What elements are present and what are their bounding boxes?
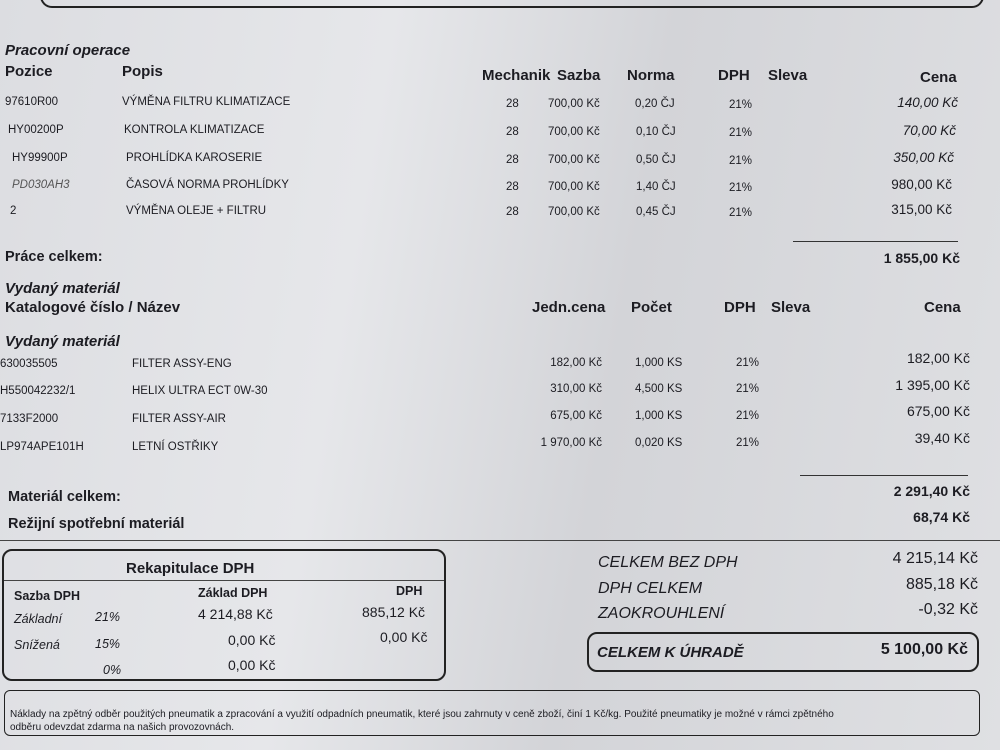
work-rate: 700,00 Kč	[548, 98, 600, 110]
material-unit-price: 310,00 Kč	[550, 383, 602, 395]
material-price: 39,40 Kč	[914, 430, 970, 446]
vat-amount: 0,00 Kč	[380, 629, 428, 645]
footer-note-line-1: Náklady na zpětný odběr použitých pneumatik a zpracování a využití odpadních pneumatik, které jsou zahrnuty v ceně zboží, činí 1 Kč/kg. Použité pneumatiky je možné v rámci zpětného	[10, 709, 834, 720]
overhead-label: Režijní spotřební materiál	[8, 516, 185, 532]
col-header-price: Cena	[920, 69, 957, 86]
work-norm: 0,45 ČJ	[636, 206, 676, 218]
col-header-description: Popis	[122, 63, 163, 80]
work-price: 350,00 Kč	[893, 150, 954, 165]
material-total-value: 2 291,40 Kč	[893, 483, 970, 499]
work-norm: 1,40 ČJ	[636, 181, 676, 193]
material-count: 0,020 KS	[635, 437, 683, 449]
col-header-price: Cena	[924, 299, 961, 316]
work-mechanic: 28	[506, 206, 519, 218]
material-section-title: Vydaný materiál	[5, 280, 120, 297]
work-section-title: Pracovní operace	[5, 42, 131, 59]
vat-rate-pct: 15%	[95, 637, 121, 651]
work-rate: 700,00 Kč	[548, 206, 600, 218]
header-frame-edge	[40, 0, 984, 8]
total-without-vat-value: 4 215,14 Kč	[892, 550, 978, 567]
material-code: 630035505	[0, 358, 58, 370]
overhead-value: 68,74 Kč	[913, 509, 970, 525]
work-norm: 0,20 ČJ	[635, 98, 675, 110]
col-header-vat: DPH	[724, 299, 756, 316]
col-header-position: Pozice	[5, 63, 53, 80]
material-vat: 21%	[736, 410, 760, 422]
col-header-vat: DPH	[718, 67, 750, 84]
work-mechanic: 28	[506, 126, 519, 138]
vat-rate-name: Základní	[14, 612, 62, 626]
vat-rate-pct: 21%	[95, 610, 121, 624]
work-vat: 21%	[729, 182, 753, 194]
work-price: 70,00 Kč	[902, 123, 956, 138]
total-vat-label: DPH CELKEM	[598, 580, 703, 597]
vat-summary-title: Rekapitulace DPH	[126, 560, 255, 577]
work-mechanic: 28	[506, 154, 519, 166]
work-norm: 0,10 ČJ	[636, 126, 676, 138]
material-subsection-title: Vydaný materiál	[5, 333, 120, 350]
work-price: 980,00 Kč	[891, 177, 952, 192]
material-unit-price: 675,00 Kč	[550, 410, 602, 422]
work-description: KONTROLA KLIMATIZACE	[124, 124, 265, 136]
vat-base: 4 214,88 Kč	[198, 606, 273, 622]
material-unit-price: 1 970,00 Kč	[540, 437, 602, 449]
work-position: HY99900P	[12, 152, 68, 164]
col-header-rate: Sazba	[557, 67, 601, 84]
material-count: 1,000 KS	[635, 410, 683, 422]
work-position: PD030AH3	[12, 179, 70, 191]
material-name: HELIX ULTRA ECT 0W-30	[132, 385, 268, 397]
vat-base: 0,00 Kč	[228, 632, 276, 648]
vat-base: 0,00 Kč	[228, 657, 276, 673]
material-price: 182,00 Kč	[906, 350, 970, 366]
vat-header-vat: DPH	[396, 584, 423, 598]
work-description: VÝMĚNA FILTRU KLIMATIZACE	[122, 96, 291, 108]
work-mechanic: 28	[506, 98, 519, 110]
material-name: FILTER ASSY-ENG	[132, 358, 232, 370]
work-position: 97610R00	[5, 96, 59, 108]
material-count: 1,000 KS	[635, 357, 683, 369]
material-code: 7133F2000	[0, 413, 59, 425]
vat-summary-rule	[4, 580, 444, 581]
work-vat: 21%	[729, 127, 753, 139]
work-vat: 21%	[729, 207, 753, 219]
vat-amount: 885,12 Kč	[362, 604, 426, 620]
vat-rate-name: Snížená	[14, 638, 60, 652]
vat-rate-pct: 0%	[103, 663, 122, 677]
work-description: PROHLÍDKA KAROSERIE	[126, 152, 263, 164]
footer-note-line-2: odběru odevzdat zdarma na našich provozovnách.	[10, 722, 235, 733]
work-rate: 700,00 Kč	[548, 154, 600, 166]
work-norm: 0,50 ČJ	[636, 154, 676, 166]
work-position: 2	[10, 205, 17, 217]
material-count: 4,500 KS	[635, 383, 683, 395]
total-vat-value: 885,18 Kč	[905, 576, 978, 593]
vat-header-rate: Sazba DPH	[14, 589, 80, 603]
section-divider	[0, 540, 1000, 541]
col-header-catalog: Katalogové číslo / Název	[5, 299, 181, 316]
material-name: FILTER ASSY-AIR	[132, 413, 226, 425]
work-mechanic: 28	[506, 181, 519, 193]
work-total-rule	[793, 241, 958, 242]
work-position: HY00200P	[8, 124, 64, 136]
col-header-count: Počet	[631, 299, 672, 316]
amount-due-label: CELKEM K ÚHRADĚ	[597, 644, 744, 661]
work-total-value: 1 855,00 Kč	[883, 250, 960, 266]
material-price: 1 395,00 Kč	[895, 377, 970, 393]
col-header-discount: Sleva	[771, 299, 811, 316]
work-rate: 700,00 Kč	[548, 181, 600, 193]
material-vat: 21%	[736, 357, 760, 369]
vat-header-base: Základ DPH	[198, 586, 268, 600]
col-header-mechanic: Mechanik	[482, 67, 551, 84]
work-description: ČASOVÁ NORMA PROHLÍDKY	[126, 179, 289, 191]
material-price: 675,00 Kč	[906, 403, 970, 419]
material-total-label: Materiál celkem:	[8, 489, 121, 505]
col-header-unit-price: Jedn.cena	[532, 299, 606, 316]
work-vat: 21%	[729, 155, 753, 167]
total-without-vat-label: CELKEM BEZ DPH	[598, 554, 738, 571]
material-unit-price: 182,00 Kč	[550, 357, 602, 369]
work-rate: 700,00 Kč	[548, 126, 600, 138]
col-header-norm: Norma	[627, 67, 675, 84]
rounding-value: -0,32 Kč	[918, 601, 978, 618]
work-description: VÝMĚNA OLEJE + FILTRU	[126, 205, 267, 217]
col-header-discount: Sleva	[768, 67, 808, 84]
work-price: 315,00 Kč	[891, 202, 952, 217]
material-vat: 21%	[736, 383, 760, 395]
material-name: LETNÍ OSTŘIKY	[132, 441, 219, 453]
material-code: H550042232/1	[0, 385, 76, 397]
rounding-label: ZAOKROUHLENÍ	[598, 605, 725, 622]
material-total-rule	[800, 475, 968, 476]
material-code: LP974APE101H	[0, 441, 84, 453]
work-price: 140,00 Kč	[897, 95, 958, 110]
material-vat: 21%	[736, 437, 760, 449]
work-vat: 21%	[729, 99, 753, 111]
amount-due-value: 5 100,00 Kč	[880, 641, 968, 658]
work-total-label: Práce celkem:	[5, 249, 103, 265]
